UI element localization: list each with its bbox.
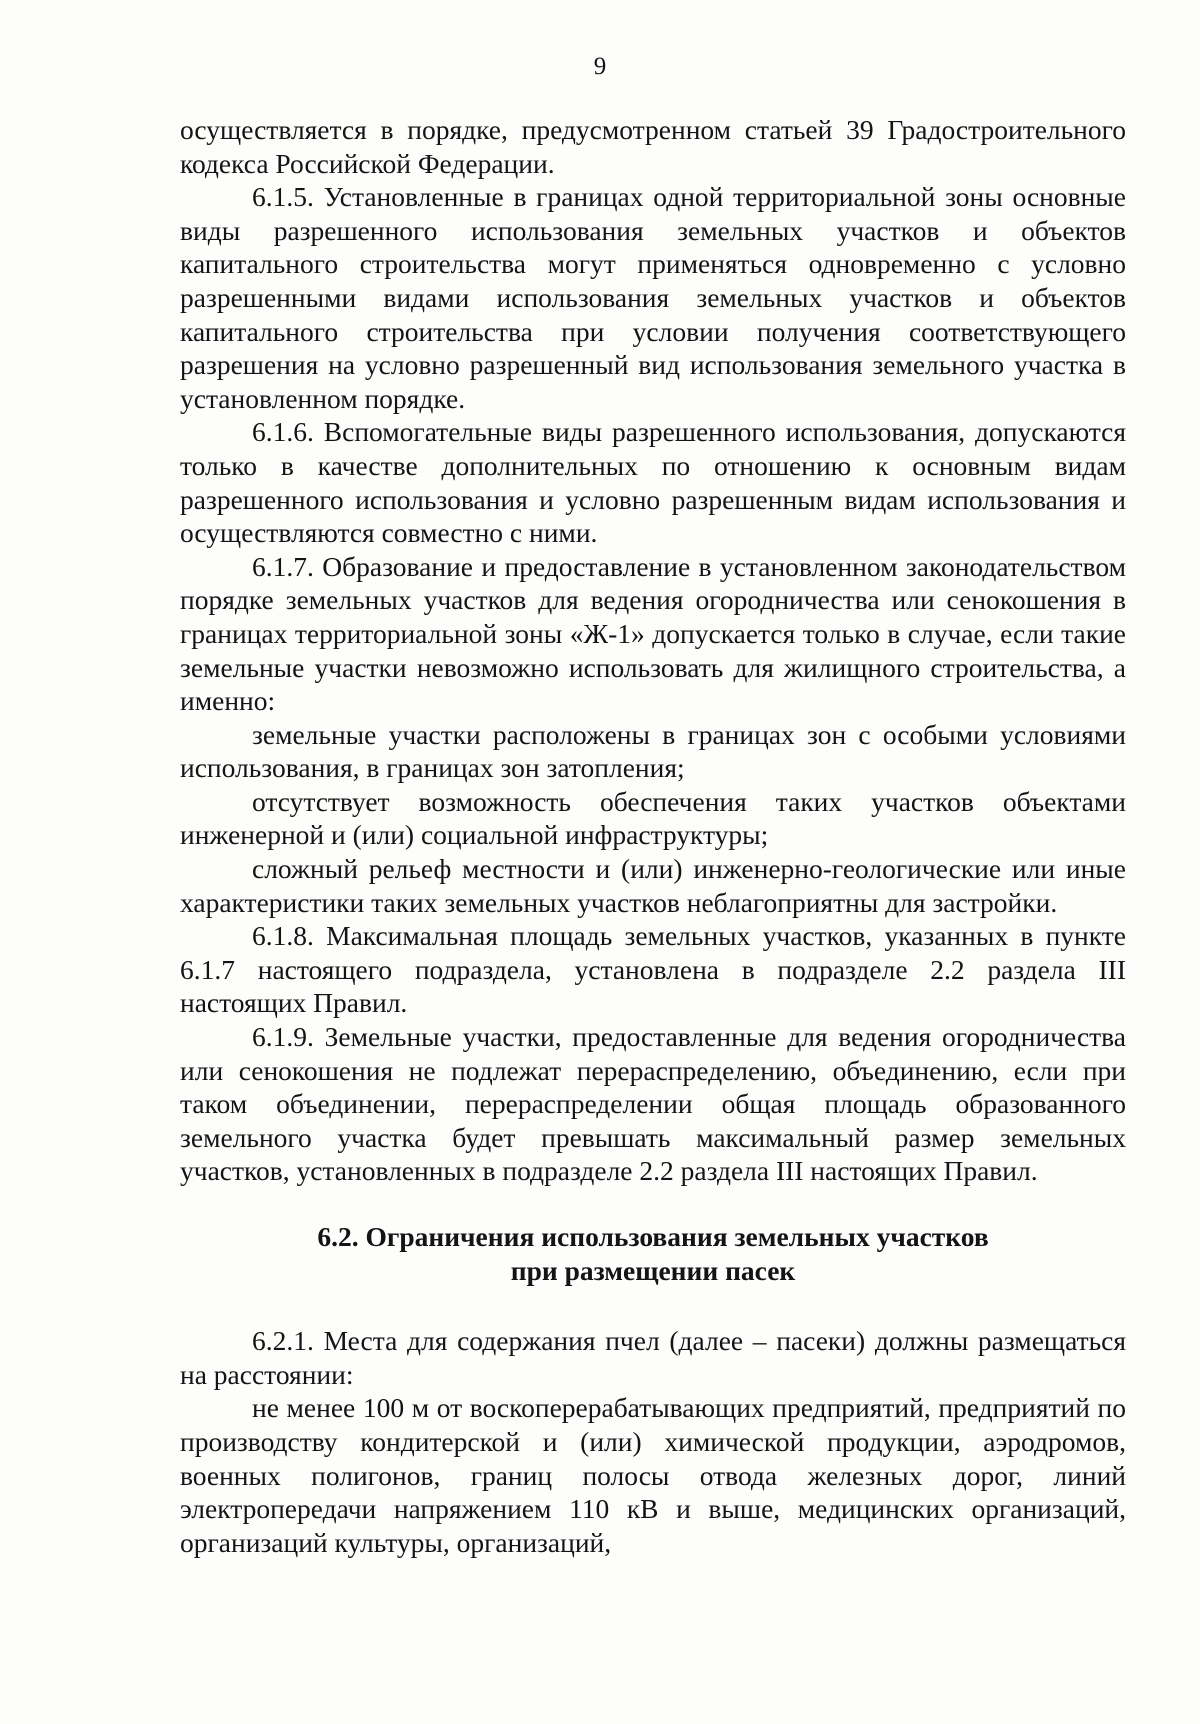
list-item-distance-100m: не менее 100 м от воскоперерабатывающих предприятий, предприятий по производству кондитерской и (или) химической продукции, аэродромов, военных полигонов, границ полосы отвода железных дорог, линий электропередачи напряжением 110 кВ и выше, медицинских организаций, организаций культуры, организаций,	[180, 1392, 1126, 1558]
paragraph-6-1-8: 6.1.8. Максимальная площадь земельных участков, указанных в пункте 6.1.7 настоящего подраздела, установлена в подразделе 2.2 раздела III настоящих Правил.	[180, 920, 1126, 1019]
document-body	[180, 113, 1126, 1559]
section-heading-line-2: при размещении пасек	[510, 1254, 796, 1286]
list-item-flood-zones: земельные участки расположены в границах зон с особыми условиями использования, в границах зон затопления;	[180, 718, 1126, 784]
paragraph-6-1-5: 6.1.5. Установленные в границах одной территориальной зоны основные виды разрешенного использования земельных участков и объектов капитального строительства могут применяться одновременно с условно разрешенными видами использования земельных участков и объектов капитального строительства при условии получения соответствующего разрешения на условно разрешенный вид использования земельного участка в установленном порядке.	[180, 181, 1126, 414]
paragraph-6-1-9: 6.1.9. Земельные участки, предоставленные для ведения огородничества или сенокошения не подлежат перераспределению, объединению, если при таком объединении, перераспределении общая площадь образованного земельного участка будет превышать максимальный размер земельных участков, установленных в подразделе 2.2 раздела III настоящих Правил.	[180, 1021, 1126, 1187]
paragraph-6-2-1: 6.2.1. Места для содержания пчел (далее – пасеки) должны размещаться на расстоянии:	[180, 1325, 1126, 1390]
list-item-infrastructure: отсутствует возможность обеспечения таких участков объектами инженерной и (или) социальной инфраструктуры;	[180, 785, 1126, 851]
section-heading-6-2	[180, 1220, 1126, 1287]
paragraph-continuation: осуществляется в порядке, предусмотренном статьей 39 Градостроительного кодекса Российской Федерации.	[180, 114, 1126, 179]
paragraph-6-1-6: 6.1.6. Вспомогательные виды разрешенного использования, допускаются только в качестве дополнительных по отношению к основным видам разрешенного использования и условно разрешенным видам использования и осуществляются совместно с ними.	[180, 416, 1126, 549]
page-number: 9	[593, 53, 607, 80]
section-heading-line-1: 6.2. Ограничения использования земельных участков	[317, 1221, 989, 1252]
list-item-terrain: сложный рельеф местности и (или) инженерно-геологические или иные характеристики таких земельных участков неблагоприятны для застройки.	[180, 853, 1126, 918]
paragraph-6-1-7: 6.1.7. Образование и предоставление в установленном законодательством порядке земельных участков для ведения огородничества или сенокошения в границах территориальной зоны «Ж-1» допускается только в случае, если такие земельные участки невозможно использовать для жилищного строительства, а именно:	[180, 550, 1126, 717]
